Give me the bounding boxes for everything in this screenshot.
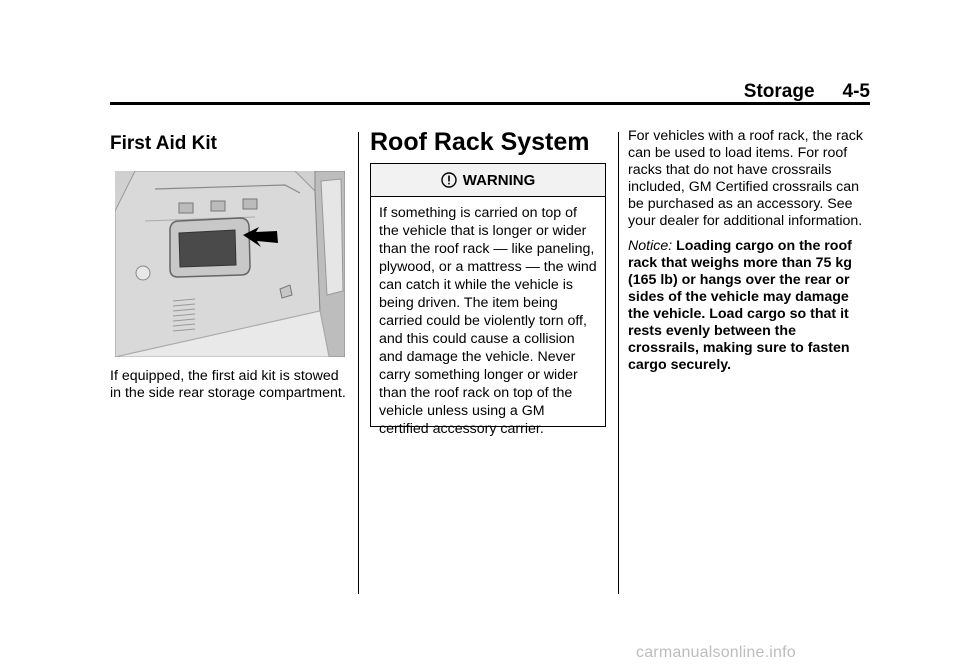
first-aid-heading: First Aid Kit xyxy=(110,133,217,154)
roof-rack-heading: Roof Rack System xyxy=(370,128,590,156)
column-divider-left xyxy=(358,132,359,594)
notice-label: Notice: xyxy=(628,238,673,254)
warning-box xyxy=(370,163,606,437)
warning-header xyxy=(371,164,605,197)
header-rule xyxy=(110,102,870,105)
warning-label: WARNING xyxy=(462,171,536,189)
first-aid-caption: If equipped, the first aid kit is stowed in the side rear storage compartment. xyxy=(110,368,346,401)
section-title: Storage xyxy=(743,81,815,102)
warning-icon xyxy=(441,172,457,188)
notice-paragraph xyxy=(628,238,868,374)
warning-text: If something is carried on top of the vehicle that is longer or wider than the roof rack — like paneling, plywood, or a mattress — the wind can catch it while the vehicle is being driven. The item being carried could be violently torn off, and this could cause a collision and damage the vehicle. Never carry something longer or wider than the roof rack on top of the vehicle unless using a GM certified accessory carrier. xyxy=(379,205,597,437)
roof-rack-section xyxy=(370,126,610,158)
watermark: carmanualsonline.info xyxy=(636,644,796,661)
first-aid-illustration xyxy=(115,171,345,357)
first-aid-section xyxy=(110,126,350,158)
notice-text: Loading cargo on the roof rack that weighs more than 75 kg (165 lb) or hangs over the rear or sides of the vehicle may damage the vehicle. Load cargo so that it rests evenly between the crossrails, making sure to fasten cargo securely. xyxy=(628,238,852,373)
roof-rack-paragraph: For vehicles with a roof rack, the rack can be used to load items. For roof racks that do not have crossrails included, GM Certified crossrails can be purchased as an accessory. See your dealer for additional information. xyxy=(628,128,863,229)
page-header xyxy=(110,80,870,104)
column-divider-right xyxy=(618,132,619,594)
roof-rack-info xyxy=(628,128,868,382)
page-number: 4-5 xyxy=(842,81,870,102)
